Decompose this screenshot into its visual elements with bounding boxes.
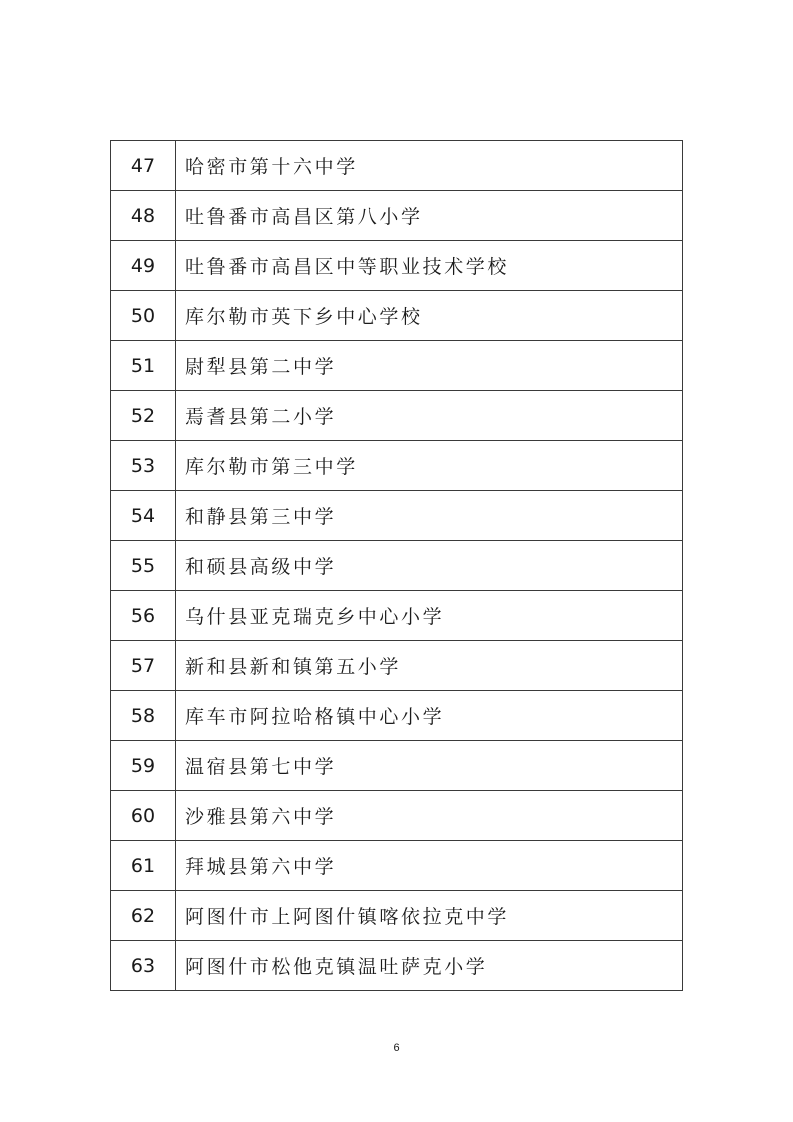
table-row bbox=[111, 691, 683, 741]
row-number-cell: 59 bbox=[111, 741, 176, 791]
school-name-cell: 和静县第三中学 bbox=[176, 491, 683, 541]
table-row bbox=[111, 191, 683, 241]
table-row bbox=[111, 841, 683, 891]
row-number-cell: 51 bbox=[111, 341, 176, 391]
row-number-cell: 47 bbox=[111, 141, 176, 191]
school-name-cell: 阿图什市松他克镇温吐萨克小学 bbox=[176, 941, 683, 991]
row-number-cell: 49 bbox=[111, 241, 176, 291]
row-number-cell: 63 bbox=[111, 941, 176, 991]
table-row bbox=[111, 541, 683, 591]
school-name-cell: 阿图什市上阿图什镇喀依拉克中学 bbox=[176, 891, 683, 941]
row-number-cell: 53 bbox=[111, 441, 176, 491]
table-row bbox=[111, 591, 683, 641]
table-row bbox=[111, 941, 683, 991]
table-row bbox=[111, 491, 683, 541]
school-name-cell: 吐鲁番市高昌区中等职业技术学校 bbox=[176, 241, 683, 291]
school-name-cell: 吐鲁番市高昌区第八小学 bbox=[176, 191, 683, 241]
table-row bbox=[111, 441, 683, 491]
school-name-cell: 乌什县亚克瑞克乡中心小学 bbox=[176, 591, 683, 641]
table-row bbox=[111, 891, 683, 941]
row-number-cell: 48 bbox=[111, 191, 176, 241]
page-number: 6 bbox=[393, 1042, 400, 1054]
school-name-cell: 和硕县高级中学 bbox=[176, 541, 683, 591]
school-name-cell: 库车市阿拉哈格镇中心小学 bbox=[176, 691, 683, 741]
school-name-cell: 拜城县第六中学 bbox=[176, 841, 683, 891]
table-row bbox=[111, 341, 683, 391]
row-number-cell: 58 bbox=[111, 691, 176, 741]
table-row bbox=[111, 241, 683, 291]
table-row bbox=[111, 391, 683, 441]
row-number-cell: 54 bbox=[111, 491, 176, 541]
row-number-cell: 60 bbox=[111, 791, 176, 841]
school-name-cell: 库尔勒市第三中学 bbox=[176, 441, 683, 491]
school-name-cell: 沙雅县第六中学 bbox=[176, 791, 683, 841]
row-number-cell: 56 bbox=[111, 591, 176, 641]
school-name-cell: 哈密市第十六中学 bbox=[176, 141, 683, 191]
school-name-cell: 温宿县第七中学 bbox=[176, 741, 683, 791]
row-number-cell: 61 bbox=[111, 841, 176, 891]
school-list-table bbox=[110, 140, 683, 991]
row-number-cell: 62 bbox=[111, 891, 176, 941]
row-number-cell: 55 bbox=[111, 541, 176, 591]
table-row bbox=[111, 641, 683, 691]
table-body bbox=[111, 141, 683, 991]
school-name-cell: 新和县新和镇第五小学 bbox=[176, 641, 683, 691]
table-row bbox=[111, 741, 683, 791]
table-row bbox=[111, 291, 683, 341]
row-number-cell: 57 bbox=[111, 641, 176, 691]
table-row bbox=[111, 791, 683, 841]
school-name-cell: 焉耆县第二小学 bbox=[176, 391, 683, 441]
school-name-cell: 尉犁县第二中学 bbox=[176, 341, 683, 391]
school-name-cell: 库尔勒市英下乡中心学校 bbox=[176, 291, 683, 341]
row-number-cell: 50 bbox=[111, 291, 176, 341]
table-row bbox=[111, 141, 683, 191]
row-number-cell: 52 bbox=[111, 391, 176, 441]
